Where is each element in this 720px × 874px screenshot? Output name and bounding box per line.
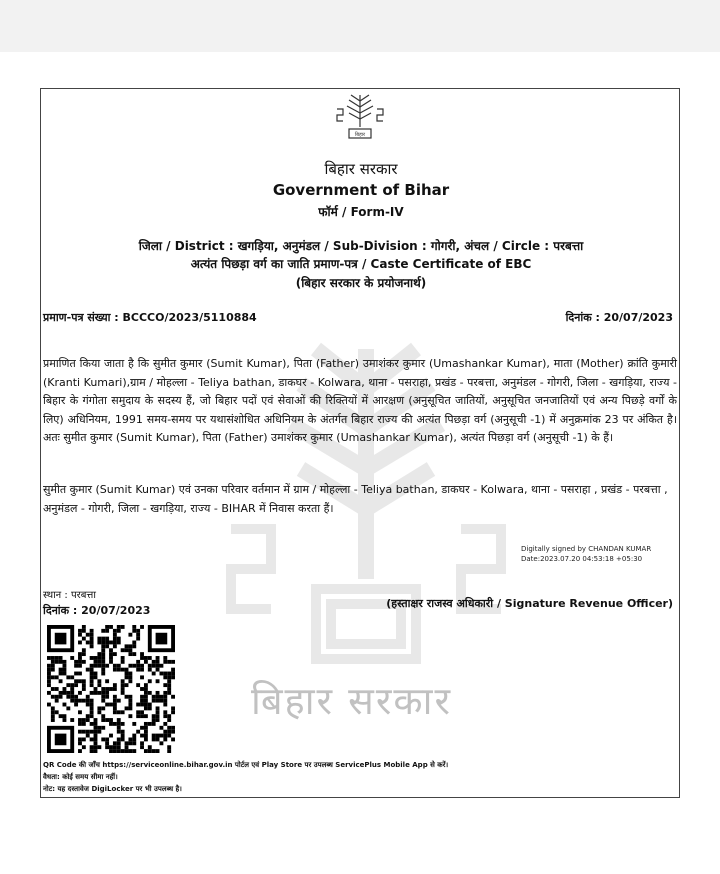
digital-signature-date: Date:2023.07.20 04:53:18 +05:30 (521, 555, 643, 563)
watermark-text: बिहार सरकार (251, 679, 452, 723)
bihar-emblem-icon (331, 91, 389, 143)
digital-signature (521, 544, 651, 564)
purpose-line: (बिहार सरकार के प्रयोजनार्थ) (295, 276, 427, 290)
certification-paragraph: प्रमाणित किया जाता है कि सुमीत कुमार (Sumit Kumar), पिता (Father) उमाशंकर कुमार (Umashankar Kumar), माता (Mother) क्रांति कुमारी (Kranti Kumari),ग्राम / मोहल्ला - Teliya bathan, डाकघर - Kolwara, थाना - पसराहा, प्रखंड - परबत्ता, अनुमंडल - गोगरी, जिला - खगड़िया, राज्य - बिहार के गंगोता समुदाय के सदस्य हैं, जो बिहार पदों एवं सेवाओं की रिक्तियों में आरक्षण (अनुसूचित जातियों, अनुसूचित जनजातियों एवं अन्य पिछड़े वर्गों के लिए) अधिनियम, 1991 समय-समय पर यथासंशोधित अधिनियम के अंतर्गत बिहार राज्य की अत्यंत पिछड़ा वर्ग (अनुसूची -1) में अनुक्रमांक 23 पर अंकित है। अतः सुमीत कुमार (Sumit Kumar), पिता (Father) उमाशंकर कुमार (Umashankar Kumar), अत्यंत पिछड़ा वर्ग (अनुसूची -1) के हैं। (43, 357, 677, 444)
digital-signature-by: Digitally signed by CHANDAN KUMAR (521, 545, 652, 553)
signature-label: (हस्ताक्षर राजस्व अधिकारी / Signature Revenue Officer) (386, 597, 673, 610)
location-line: जिला / District : खगड़िया, अनुमंडल / Sub-Division : गोगरी, अंचल / Circle : परबत्ता (138, 239, 584, 253)
certificate-title: अत्यंत पिछड़ा वर्ग का जाति प्रमाण-पत्र / Caste Certificate of EBC (190, 257, 532, 271)
place-date: दिनांक : 20/07/2023 (43, 604, 151, 617)
emblem-label: बिहार (354, 132, 366, 138)
issue-date: दिनांक : 20/07/2023 (565, 311, 673, 324)
qr-verification-note: QR Code की जाँच https://serviceonline.bihar.gov.in पोर्टल एवं Play Store पर उपलब्ध ServicePlus Mobile App से करें। (43, 761, 449, 769)
form-label: फॉर्म / Form-IV (318, 205, 404, 219)
certificate (40, 88, 680, 798)
top-band (0, 0, 720, 52)
residence-paragraph: सुमीत कुमार (Sumit Kumar) एवं उनका परिवार वर्तमान में ग्राम / मोहल्ला - Teliya bathan, डाकघर - Kolwara, थाना - पसराहा , प्रखंड - परबत्ता , अनुमंडल - गोगरी, जिला - खगड़िया, राज्य - BIHAR में निवास करता हैं। (43, 483, 668, 515)
digilocker-note: नोट: यह दस्तावेज DigiLocker पर भी उपलब्ध है। (43, 785, 182, 793)
validity-note: वैधता: कोई समय सीमा नहीं। (43, 773, 118, 781)
place: स्थान : परबत्ता (43, 590, 96, 601)
qr-code-icon (47, 625, 175, 753)
certificate-number: प्रमाण-पत्र संख्या : BCCCO/2023/5110884 (43, 311, 257, 324)
govt-title: Government of Bihar (272, 181, 450, 199)
hindi-govt-title: बिहार सरकार (324, 160, 398, 178)
